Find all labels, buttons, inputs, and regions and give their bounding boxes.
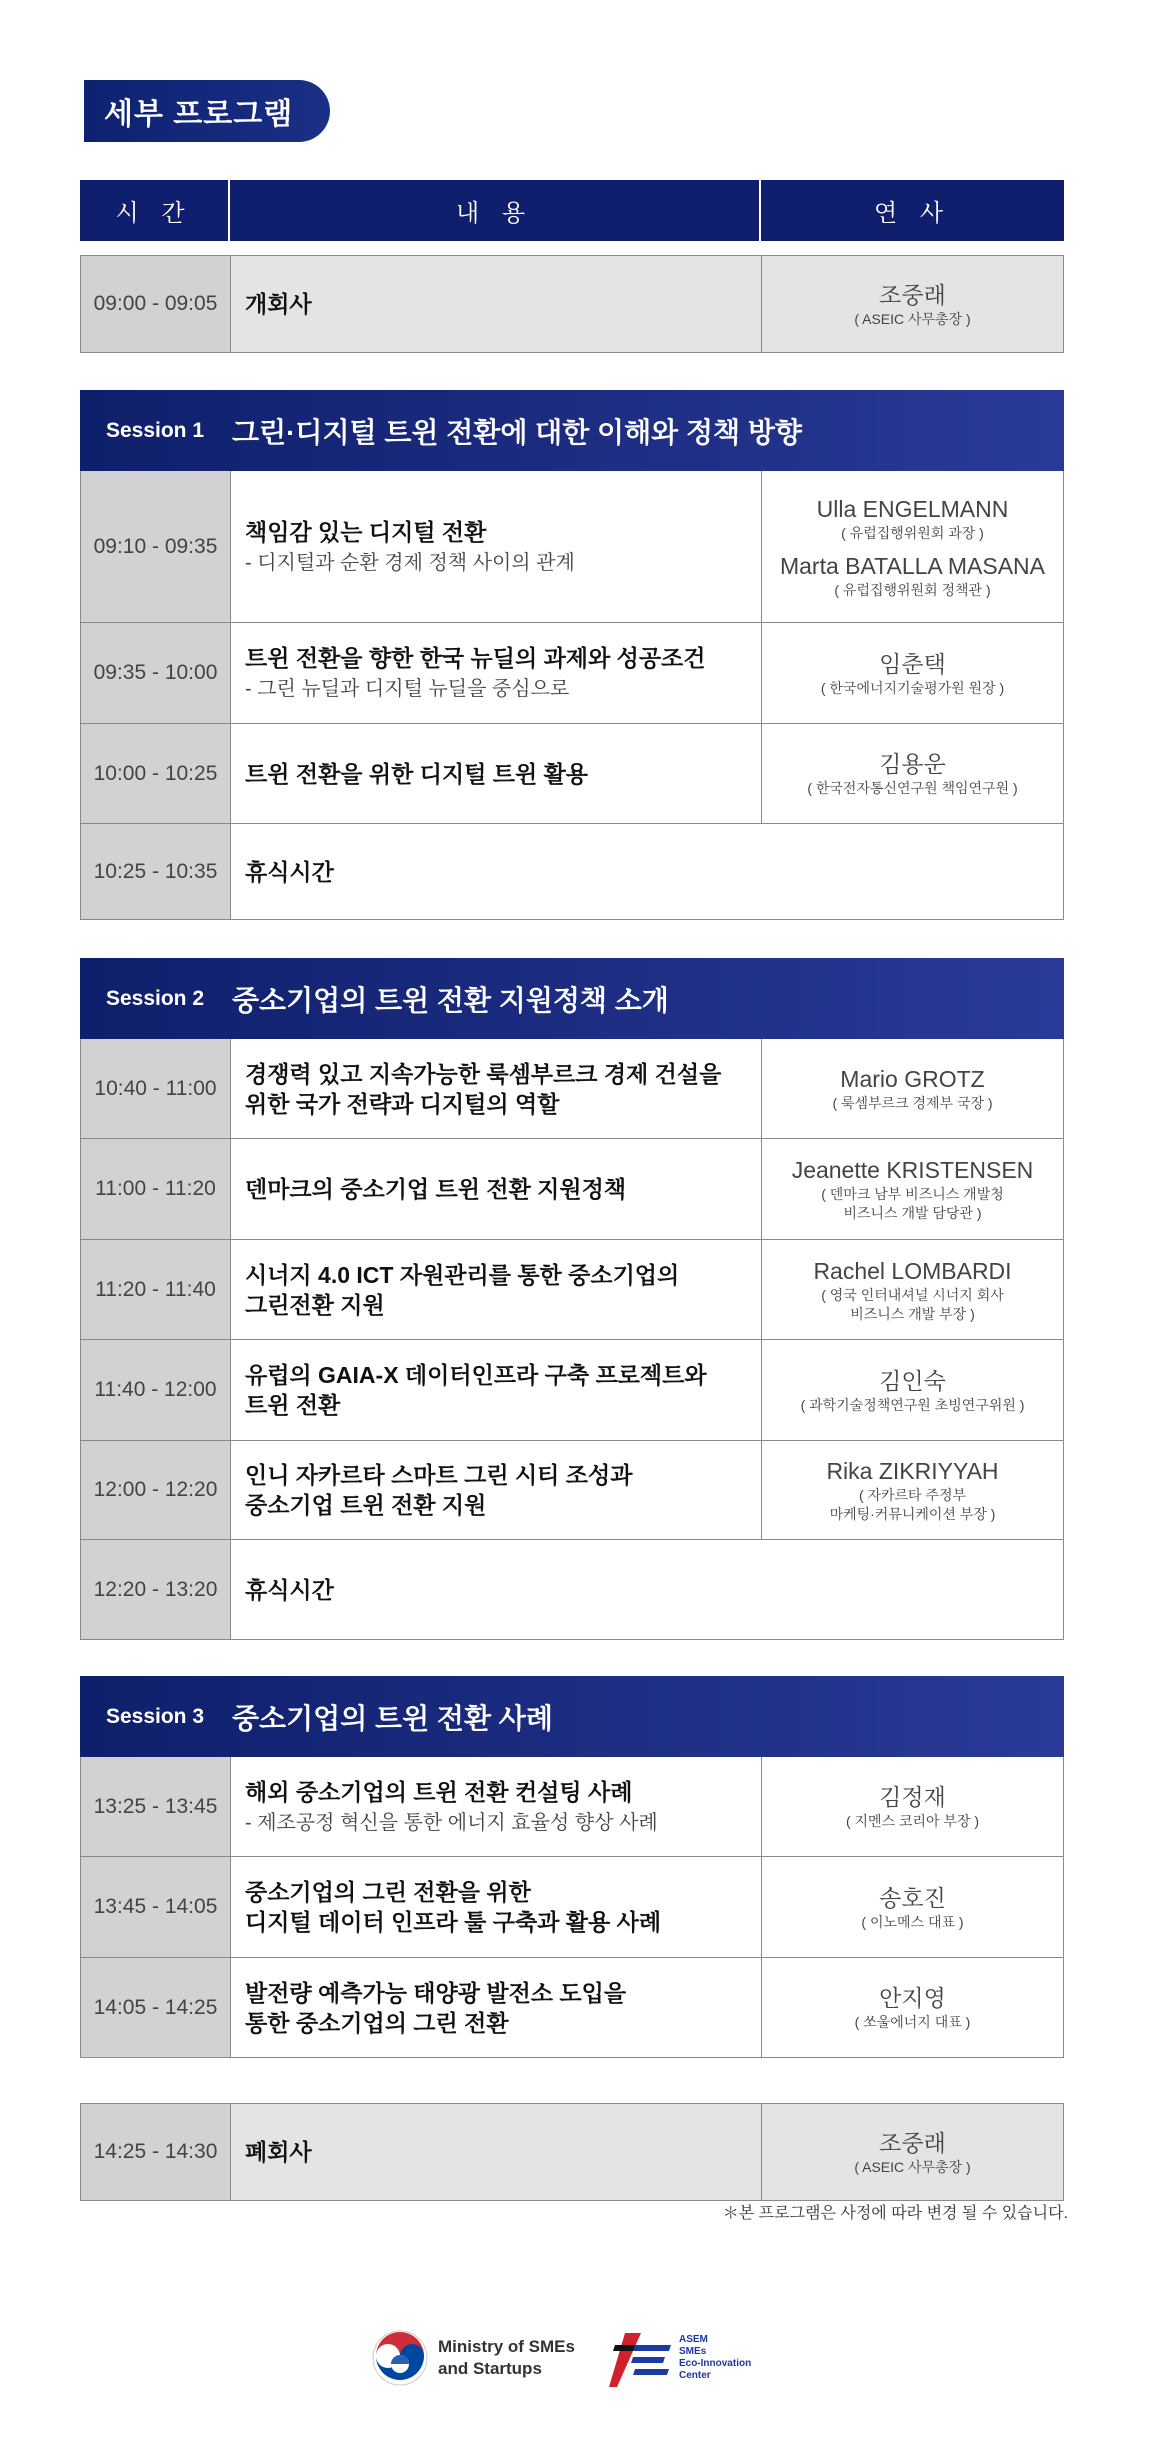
- content-cell: [231, 1441, 762, 1539]
- session-header: [80, 390, 1064, 471]
- content-cell: [231, 1757, 762, 1856]
- content-cell: [231, 1958, 762, 2057]
- time-cell: 12:20 - 13:20: [81, 1540, 231, 1639]
- time-cell: 11:20 - 11:40: [81, 1240, 231, 1339]
- speaker-name: Jeanette KRISTENSEN: [791, 1157, 1034, 1183]
- speaker-name: 김인숙: [879, 1367, 946, 1394]
- change-notice: ＊본 프로그램은 사정에 따라 변경 될 수 있습니다.: [722, 2205, 1068, 2222]
- time-cell: 10:40 - 11:00: [81, 1039, 231, 1138]
- speaker-role-line1: ( 영국 인터내셔널 시너지 회사: [821, 1286, 1004, 1303]
- header-speaker: 연 사: [761, 180, 1064, 241]
- session-item-subtitle: - 제조공정 혁신을 통한 에너지 효율성 향상 사례: [245, 1811, 658, 1834]
- speaker-role: ( 유럽집행위원회 정책관 ): [834, 581, 991, 598]
- session-item-title: 개회사: [245, 291, 312, 317]
- header-time: 시 간: [80, 180, 230, 241]
- content-cell: [231, 1340, 762, 1440]
- session-header: [80, 958, 1064, 1039]
- speaker-role-line1: ( 덴마크 남부 비즈니스 개발청: [821, 1186, 1004, 1202]
- speaker-name: Rachel LOMBARDI: [813, 1257, 1012, 1284]
- speaker-name: 안지영: [879, 1985, 946, 2011]
- content-cell: [231, 1857, 762, 1957]
- speaker-role-line1: ( 자카르타 주정부: [858, 1487, 967, 1503]
- speaker-name: 김정재: [879, 1784, 946, 1810]
- session-item-title-line2: 통한 중소기업의 그린 전환: [245, 2009, 509, 2036]
- speaker-cell: [762, 724, 1063, 823]
- content-cell: [231, 623, 762, 723]
- table-row: [80, 471, 1064, 623]
- session-1-block: [80, 390, 1064, 920]
- asem-line2: SMEs: [678, 2346, 707, 2357]
- session-item-subtitle: - 그린 뉴딜과 디지털 뉴딜을 중심으로: [245, 678, 570, 700]
- table-row: [80, 1441, 1064, 1540]
- speaker-role: ( 한국에너지기술평가원 원장 ): [820, 679, 1005, 696]
- table-row: [80, 2103, 1064, 2201]
- table-row: [80, 1240, 1064, 1340]
- table-row: [80, 1757, 1064, 1857]
- speaker-role-line2: 비즈니스 개발 담당관 ): [843, 1205, 982, 1221]
- speaker-role: ( 과학기술정책연구원 초빙연구위원 ): [800, 1396, 1025, 1413]
- speaker-cell: [762, 623, 1063, 723]
- session-item-title-line1: 유럽의 GAIA-X 데이터인프라 구축 프로젝트와: [245, 1362, 707, 1388]
- session-title: 중소기업의 트윈 전환 지원정책 소개: [232, 984, 669, 1016]
- speaker-name: 임춘택: [879, 650, 946, 677]
- time-cell: 09:00 - 09:05: [81, 256, 231, 352]
- session-label: Session 1: [105, 418, 205, 442]
- session-2-block: [80, 958, 1064, 1640]
- speaker-cell: [762, 256, 1063, 352]
- content-cell: [231, 1240, 762, 1339]
- speaker-name: Marta BATALLA MASANA: [779, 552, 1046, 579]
- session-item-title-line1: 발전량 예측가능 태양광 발전소 도입을: [245, 1979, 627, 2006]
- session-item-title: 책임감 있는 디지털 전환: [245, 518, 487, 545]
- speaker-role: ( 룩셈부르크 경제부 국장 ): [832, 1095, 993, 1111]
- speaker-role: ( 이노메스 대표 ): [861, 1913, 964, 1930]
- time-cell: 11:40 - 12:00: [81, 1340, 231, 1440]
- speaker-cell: [762, 1039, 1063, 1138]
- table-row: [80, 1857, 1064, 1958]
- table-row: [80, 623, 1064, 724]
- session-item-title-line1: 경쟁력 있고 지속가능한 룩셈부르크 경제 건설을: [245, 1060, 722, 1087]
- content-cell: [231, 724, 762, 823]
- asem-mark-icon: [605, 2325, 675, 2391]
- ministry-name-line2: and Startups: [438, 2359, 542, 2378]
- session-item-title: 덴마크의 중소기업 트윈 전환 지원정책: [245, 1176, 627, 1202]
- speaker-name: Mario GROTZ: [840, 1066, 985, 1092]
- table-row: [80, 1540, 1064, 1640]
- content-cell: [231, 256, 762, 352]
- session-item-subtitle: - 디지털과 순환 경제 정책 사이의 관계: [245, 551, 575, 574]
- header-content: 내 용: [230, 180, 761, 241]
- speaker-role: ( 한국전자통신연구원 책임연구원 ): [807, 780, 1018, 796]
- speaker-role: ( ASEIC 사무총장 ): [854, 310, 971, 327]
- session-label: Session 3: [105, 1704, 205, 1728]
- speaker-role-line2: 비즈니스 개발 부장 ): [850, 1305, 975, 1322]
- asem-line3: Eco-Innovation: [678, 2358, 752, 2369]
- session-item-title-line2: 중소기업 트윈 전환 지원: [245, 1492, 487, 1518]
- table-row: [80, 824, 1064, 920]
- table-row: [80, 724, 1064, 824]
- speaker-cell: [762, 1441, 1063, 1539]
- session-item-title: 트윈 전환을 향한 한국 뉴딜의 과제와 성공조건: [245, 645, 706, 671]
- session-item-title-line2: 위한 국가 전략과 디지털의 역할: [245, 1090, 560, 1117]
- content-cell: [231, 471, 762, 622]
- table-row: [80, 1958, 1064, 2058]
- table-row: [80, 1340, 1064, 1441]
- time-cell: 13:25 - 13:45: [81, 1757, 231, 1856]
- time-cell: 10:00 - 10:25: [81, 724, 231, 823]
- session-item-title-line2: 트윈 전환: [245, 1392, 341, 1418]
- session-item-title-line2: 그린전환 지원: [245, 1291, 385, 1318]
- session-header: [80, 1676, 1064, 1757]
- speaker-cell: [762, 1857, 1063, 1957]
- speaker-cell: [762, 1240, 1063, 1339]
- session-item-title-line1: 중소기업의 그린 전환을 위한: [245, 1879, 531, 1905]
- time-cell: 12:00 - 12:20: [81, 1441, 231, 1539]
- time-cell: 14:25 - 14:30: [81, 2104, 231, 2200]
- session-item-title-line1: 시너지 4.0 ICT 자원관리를 통한 중소기업의: [245, 1261, 680, 1288]
- speaker-name: 조중래: [879, 2129, 946, 2156]
- speaker-name: 송호진: [879, 1884, 946, 1911]
- session-item-title: 휴식시간: [245, 858, 334, 885]
- session-label: Session 2: [105, 986, 205, 1010]
- time-cell: 14:05 - 14:25: [81, 1958, 231, 2057]
- time-cell: 13:45 - 14:05: [81, 1857, 231, 1957]
- session-item-title: 휴식시간: [245, 1576, 334, 1603]
- content-cell: [231, 2104, 762, 2200]
- closing-block: [80, 2103, 1064, 2201]
- page-title: 세부 프로그램: [84, 80, 330, 142]
- speaker-name: Ulla ENGELMANN: [816, 495, 1009, 522]
- time-cell: 09:35 - 10:00: [81, 623, 231, 723]
- session-item-title: 폐회사: [245, 2139, 312, 2165]
- asem-line4: Center: [678, 2370, 711, 2381]
- session-3-block: [80, 1676, 1064, 2058]
- taegeuk-icon: [372, 2330, 428, 2386]
- speaker-name: Rika ZIKRIYYAH: [826, 1458, 999, 1484]
- speaker-cell: [762, 2104, 1063, 2200]
- time-cell: 10:25 - 10:35: [81, 824, 231, 919]
- content-cell: [231, 824, 1063, 919]
- time-cell: 11:00 - 11:20: [81, 1139, 231, 1239]
- speaker-role: ( 유럽집행위원회 과장 ): [841, 524, 984, 541]
- speaker-cell: [762, 1757, 1063, 1856]
- session-item-title: 해외 중소기업의 트윈 전환 컨설팅 사례: [245, 1778, 633, 1805]
- speaker-role-line2: 마케팅·커뮤니케이션 부장 ): [829, 1506, 996, 1522]
- speaker-name: 조중래: [879, 281, 946, 308]
- speaker-cell: [762, 1340, 1063, 1440]
- opening-block: [80, 255, 1064, 353]
- footer-logos: [372, 2318, 751, 2398]
- table-row: [80, 1039, 1064, 1139]
- table-header: [80, 180, 1064, 241]
- speaker-role: ( 지멘스 코리아 부장 ): [845, 1813, 980, 1829]
- speaker-role: ( ASEIC 사무총장 ): [854, 2158, 971, 2175]
- ministry-logo: [372, 2330, 575, 2386]
- content-cell: [231, 1039, 762, 1138]
- session-item-title: 트윈 전환을 위한 디지털 트윈 활용: [245, 760, 589, 787]
- table-row: [80, 1139, 1064, 1240]
- speaker-cell: [762, 1958, 1063, 2057]
- ministry-name-line1: Ministry of SMEs: [438, 2337, 575, 2356]
- speaker-cell: [762, 1139, 1063, 1239]
- speaker-role: ( 쏘울에너지 대표 ): [854, 2014, 971, 2030]
- asem-logo: [605, 2325, 751, 2391]
- speaker-name: 김용운: [879, 751, 946, 777]
- content-cell: [231, 1139, 762, 1239]
- session-item-title-line2: 디지털 데이터 인프라 툴 구축과 활용 사례: [245, 1909, 662, 1935]
- session-item-title-line1: 인니 자카르타 스마트 그린 시티 조성과: [245, 1462, 633, 1488]
- content-cell: [231, 1540, 1063, 1639]
- speaker-cell: [762, 471, 1063, 622]
- time-cell: 09:10 - 09:35: [81, 471, 231, 622]
- table-row: [80, 255, 1064, 353]
- asem-line1: ASEM: [678, 2334, 708, 2345]
- session-title: 중소기업의 트윈 전환 사례: [232, 1702, 553, 1734]
- session-title: 그린·디지털 트윈 전환에 대한 이해와 정책 방향: [232, 416, 802, 448]
